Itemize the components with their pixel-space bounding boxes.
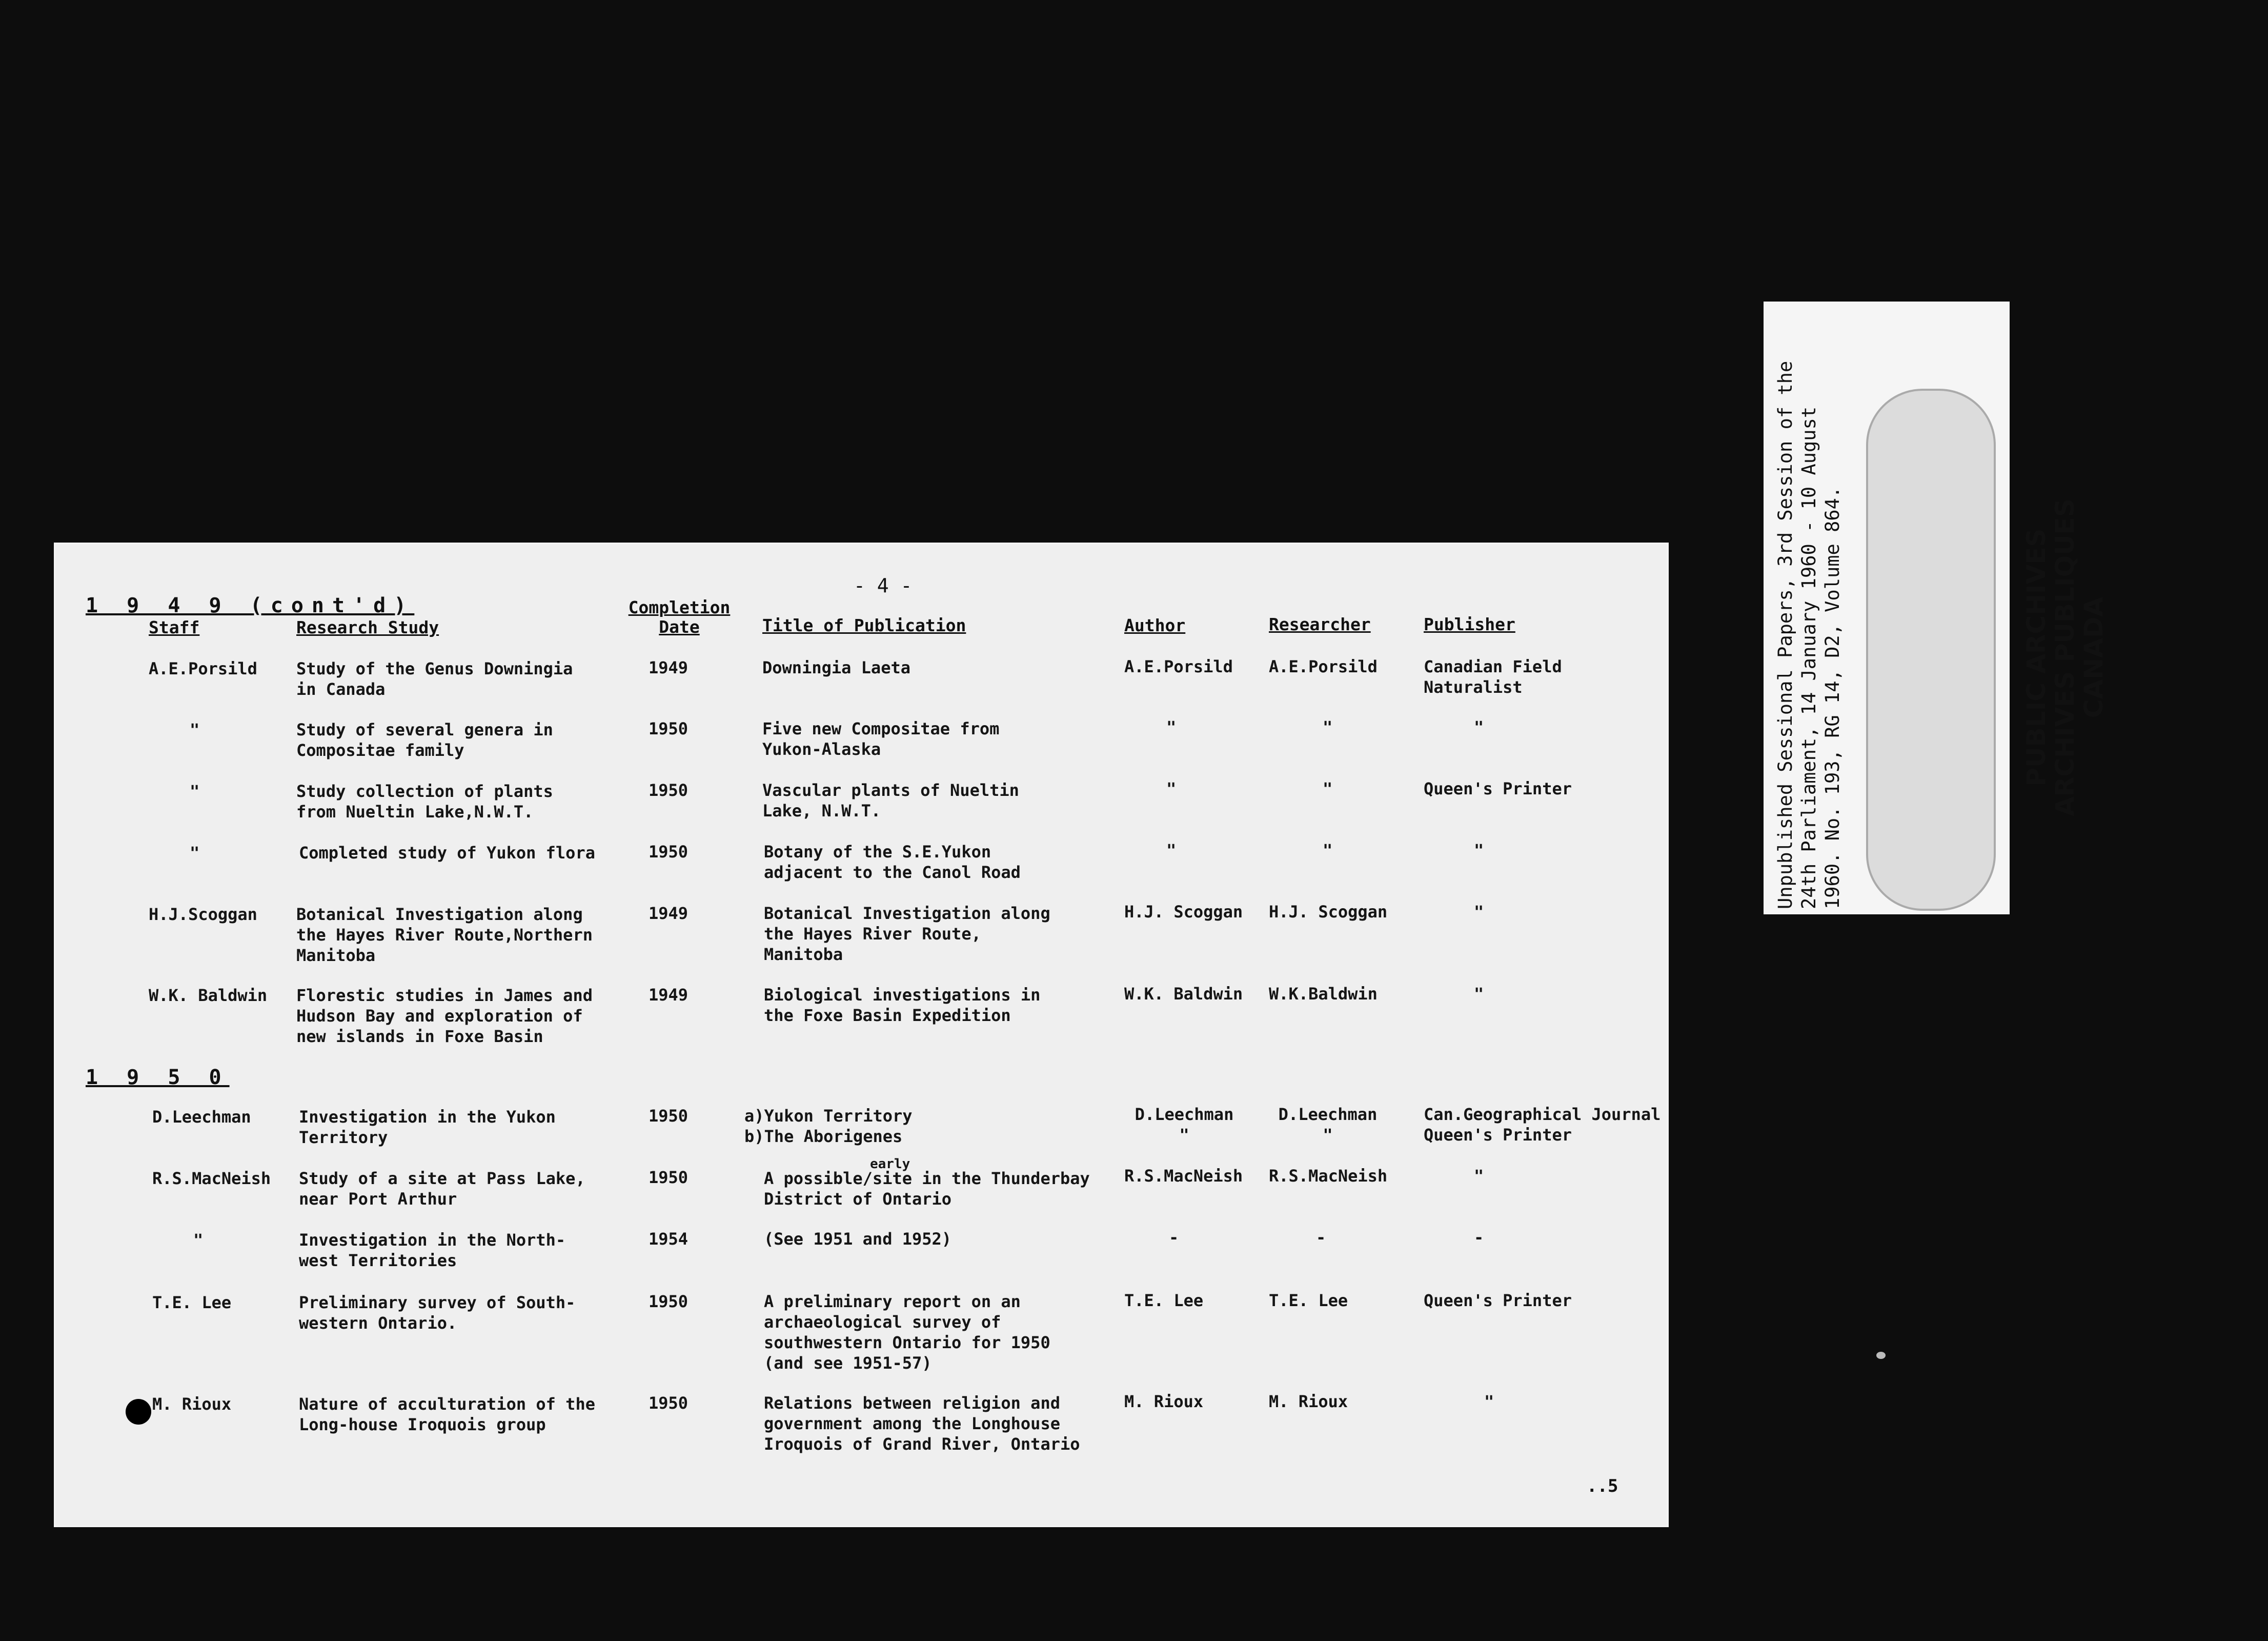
row-research-study: Study of the Genus Downingia in Canada xyxy=(296,659,573,699)
row-author: - xyxy=(1169,1228,1179,1247)
row-research-study: Nature of acculturation of the Long-house Iroquois group xyxy=(299,1394,595,1434)
row-researcher: M. Rioux xyxy=(1269,1392,1348,1411)
row-author: M. Rioux xyxy=(1124,1392,1204,1411)
row-date: 1949 xyxy=(649,985,688,1005)
row-author: " xyxy=(1166,779,1177,798)
row-date: 1950 xyxy=(649,1106,688,1126)
row-staff: T.E. Lee xyxy=(152,1293,232,1312)
row-staff: " xyxy=(190,720,200,739)
row-research-study: Completed study of Yukon flora xyxy=(299,843,595,863)
row-research-study: Florestic studies in James and Hudson Bay and exploration of new islands in Foxe Basin xyxy=(296,986,593,1046)
row-publisher: " xyxy=(1474,984,1484,1004)
row-publisher: Can.Geographical Journal Queen's Printer xyxy=(1424,1105,1661,1145)
row-date: 1950 xyxy=(649,719,688,738)
row-publisher: - xyxy=(1474,1228,1484,1247)
row-date: 1950 xyxy=(649,1292,688,1311)
header-publisher: Publisher xyxy=(1424,614,1515,634)
row-author: A.E.Porsild xyxy=(1124,657,1233,676)
year-heading-1950: 1 9 5 0 xyxy=(86,1066,230,1089)
header-researcher: Researcher xyxy=(1269,614,1371,634)
hole-punch-mark xyxy=(126,1399,151,1425)
row-research-study: Preliminary survey of South- western Ontario. xyxy=(299,1293,576,1333)
archive-label-card xyxy=(1764,302,2109,914)
row-author: D.Leechman " xyxy=(1135,1105,1234,1145)
row-title: Relations between religion and government among the Longhouse Iroquois of Grand River, Ontario xyxy=(764,1393,1080,1454)
row-staff: W.K. Baldwin xyxy=(149,986,268,1005)
row-author: T.E. Lee xyxy=(1124,1291,1204,1310)
row-researcher: " xyxy=(1323,840,1333,860)
row-publisher: " xyxy=(1474,902,1484,922)
row-publisher: Canadian Field Naturalist xyxy=(1424,657,1562,697)
row-date: 1950 xyxy=(649,1393,688,1413)
row-author: H.J. Scoggan xyxy=(1124,902,1243,922)
row-researcher: " xyxy=(1323,717,1333,737)
row-publisher: " xyxy=(1484,1392,1494,1411)
row-researcher: W.K.Baldwin xyxy=(1269,984,1378,1004)
row-date: 1950 xyxy=(649,781,688,800)
row-date: 1950 xyxy=(649,1168,688,1187)
row-staff: " xyxy=(190,843,200,863)
row-publisher: " xyxy=(1474,717,1484,737)
row-researcher: A.E.Porsild xyxy=(1269,657,1378,676)
continued-marker: ..5 xyxy=(1587,1476,1618,1496)
row-title: A preliminary report on an archaeological survey of southwestern Ontario for 1950 (and see 1951-57) xyxy=(764,1292,1050,1373)
row-staff: H.J.Scoggan xyxy=(149,905,257,924)
row-title: Five new Compositae from Yukon-Alaska xyxy=(762,719,1000,759)
header-title-of-publication: Title of Publication xyxy=(762,615,966,635)
title-insertion-early: early xyxy=(870,1156,910,1172)
row-date: 1954 xyxy=(649,1229,688,1249)
row-author: " xyxy=(1166,840,1177,860)
header-staff: Staff xyxy=(149,617,200,637)
row-staff: " xyxy=(193,1230,204,1250)
row-researcher: D.Leechman " xyxy=(1278,1105,1378,1145)
row-title: a)Yukon Territory b)The Aborigenes xyxy=(744,1106,913,1146)
row-author: R.S.MacNeish xyxy=(1124,1166,1243,1186)
row-staff: D.Leechman xyxy=(152,1107,251,1127)
row-title: (See 1951 and 1952) xyxy=(764,1229,952,1249)
row-researcher: H.J. Scoggan xyxy=(1269,902,1388,922)
row-researcher: R.S.MacNeish xyxy=(1269,1166,1388,1186)
row-staff: " xyxy=(190,782,200,801)
header-research-study: Research Study xyxy=(296,617,439,637)
row-publisher: Queen's Printer xyxy=(1424,779,1572,798)
public-archives-stamp xyxy=(1866,389,2109,911)
row-date: 1949 xyxy=(649,658,688,677)
row-title: Vascular plants of Nueltin Lake, N.W.T. xyxy=(762,781,1019,820)
row-research-study: Study of several genera in Compositae family xyxy=(296,720,553,760)
row-publisher: Queen's Printer xyxy=(1424,1291,1572,1310)
row-date: 1949 xyxy=(649,904,688,923)
row-staff: M. Rioux xyxy=(152,1394,232,1414)
row-staff: A.E.Porsild xyxy=(149,659,257,678)
row-researcher: " xyxy=(1323,779,1333,798)
row-research-study: Study of a site at Pass Lake, near Port Arthur xyxy=(299,1169,585,1209)
row-staff: R.S.MacNeish xyxy=(152,1169,271,1188)
row-research-study: Investigation in the Yukon Territory xyxy=(299,1107,556,1147)
row-title: Biological investigations in the Foxe Basin Expedition xyxy=(764,985,1041,1025)
row-publisher: " xyxy=(1474,1166,1484,1186)
dust-speck xyxy=(1876,1352,1886,1359)
row-title: Botanical Investigation along the Hayes River Route, Manitoba xyxy=(764,904,1050,964)
row-researcher: - xyxy=(1316,1228,1326,1247)
row-publisher: " xyxy=(1474,840,1484,860)
header-completion-date: Completion Date xyxy=(628,597,731,637)
row-author: " xyxy=(1166,717,1177,737)
page-number: - 4 - xyxy=(854,574,913,597)
row-title: A possible/site in the Thunderbay District of Ontario xyxy=(764,1169,1090,1209)
row-research-study: Investigation in the North- west Territories xyxy=(299,1230,566,1270)
header-author: Author xyxy=(1124,615,1186,635)
row-research-study: Study collection of plants from Nueltin Lake,N.W.T. xyxy=(296,782,553,822)
row-research-study: Botanical Investigation along the Hayes River Route,Northern Manitoba xyxy=(296,905,593,965)
row-date: 1950 xyxy=(649,842,688,862)
year-heading-1949: 1 9 4 9 (cont'd) xyxy=(86,594,415,617)
row-title: Downingia Laeta xyxy=(762,658,910,677)
document-page xyxy=(54,543,1669,1527)
archive-citation: Unpublished Sessional Papers, 3rd Session of the 24th Parliament, 14 January 1960 - 10 August 1960. No. 193, RG 14, D2, Volume 864. xyxy=(1774,361,1844,909)
row-researcher: T.E. Lee xyxy=(1269,1291,1348,1310)
row-title: Botany of the S.E.Yukon adjacent to the Canol Road xyxy=(764,842,1021,882)
stamp-text: PUBLIC ARCHIVES ARCHIVES PUBLIQUES CANADA xyxy=(2021,498,2109,816)
row-author: W.K. Baldwin xyxy=(1124,984,1243,1004)
